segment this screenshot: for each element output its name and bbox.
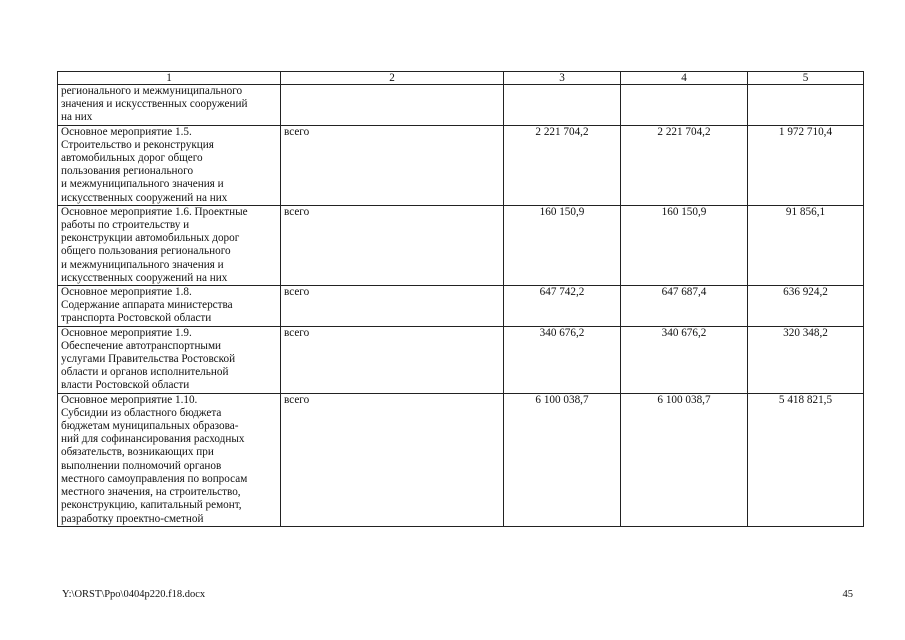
value-col3-cell: 160 150,9 [504, 205, 621, 285]
value-col4-cell: 6 100 038,7 [621, 393, 748, 526]
activity-name-cell [58, 393, 281, 526]
activity-name-line: регионального и межмуниципального [61, 85, 243, 97]
value-col4-cell: 340 676,2 [621, 326, 748, 393]
table-header-row [58, 72, 864, 85]
activity-name-line: власти Ростовской области [61, 379, 190, 392]
activity-name-line: Содержание аппарата министерства [61, 299, 233, 312]
funding-source-cell [281, 85, 504, 126]
activity-name-cell [58, 286, 281, 327]
table-row [58, 125, 864, 205]
activity-name-line: услугами Правительства Ростовской [61, 353, 236, 366]
table-row [58, 393, 864, 526]
activity-name-line: Основное мероприятие 1.6. Проектные [61, 205, 248, 218]
table-row [58, 286, 864, 327]
column-header-5: 5 [748, 72, 864, 85]
activity-name-line: и межмуниципального значения и [61, 178, 224, 191]
column-header-4: 4 [621, 72, 748, 85]
activity-name-line: области и органов исполнительной [61, 366, 229, 379]
activity-name-cell [58, 125, 281, 205]
activity-name-line: значения и искусственных сооружений [61, 98, 248, 111]
activity-name-line: на них [61, 111, 93, 124]
value-col4-cell: 2 221 704,2 [621, 125, 748, 205]
activity-name-line: Основное мероприятие 1.8. [61, 286, 192, 299]
table-row [58, 205, 864, 285]
column-header-2: 2 [281, 72, 504, 85]
activity-name-line: обязательств, возникающих при [61, 446, 214, 459]
funding-source-cell: всего [281, 205, 504, 285]
activity-name-cell [58, 326, 281, 393]
activity-name-cell [58, 205, 281, 285]
funding-source-cell: всего [281, 393, 504, 526]
funding-source-cell: всего [281, 326, 504, 393]
budget-table [57, 71, 864, 527]
activity-name-line: общего пользования регионального [61, 245, 231, 258]
activity-name-line: Основное мероприятие 1.5. [61, 125, 192, 138]
activity-name-line: выполнении полномочий органов [61, 459, 222, 472]
funding-source-cell: всего [281, 125, 504, 205]
activity-name-line: работы по строительству и [61, 219, 190, 232]
activity-name-line: искусственных сооружений на них [61, 271, 228, 284]
activity-name-line: пользования регионального [61, 165, 194, 178]
value-col4-cell: 647 687,4 [621, 286, 748, 327]
activity-name-line: Строительство и реконструкция [61, 138, 214, 151]
funding-source-cell: всего [281, 286, 504, 327]
activity-name-line: искусственных сооружений на них [61, 191, 228, 204]
page-number: 45 [842, 589, 853, 600]
activity-name-line: автомобильных дорог общего [61, 152, 203, 165]
activity-name-line: реконструкции автомобильных дорог [61, 232, 240, 245]
table-row [58, 326, 864, 393]
value-col5-cell: 320 348,2 [748, 326, 864, 393]
value-col5-cell: 5 418 821,5 [748, 393, 864, 526]
activity-name-line: Основное мероприятие 1.9. [61, 326, 192, 339]
activity-name-line: транспорта Ростовской области [61, 312, 212, 325]
activity-name-line: Основное мероприятие 1.10. [61, 393, 198, 406]
activity-name-line: разработку проектно-сметной [61, 512, 204, 525]
table-row [58, 85, 864, 126]
file-path: Y:\ORST\Ppo\0404p220.f18.docx [62, 589, 206, 600]
value-col5-cell: 1 972 710,4 [748, 125, 864, 205]
value-col5-cell [748, 85, 864, 126]
value-col3-cell: 647 742,2 [504, 286, 621, 327]
activity-name-line: Субсидии из областного бюджета [61, 406, 222, 419]
activity-name-cell [58, 85, 281, 126]
value-col5-cell: 91 856,1 [748, 205, 864, 285]
value-col3-cell: 340 676,2 [504, 326, 621, 393]
activity-name-line: местного значения, на строительство, [61, 486, 241, 499]
activity-name-line: бюджетам муниципальных образова- [61, 420, 239, 433]
activity-name-line: и межмуниципального значения и [61, 258, 224, 271]
activity-name-line: реконструкцию, капитальный ремонт, [61, 499, 242, 512]
value-col4-cell [621, 85, 748, 126]
value-col3-cell [504, 85, 621, 126]
column-header-3: 3 [504, 72, 621, 85]
activity-name-line: Обеспечение автотранспортными [61, 339, 222, 352]
value-col3-cell: 2 221 704,2 [504, 125, 621, 205]
column-header-1: 1 [58, 72, 281, 85]
value-col3-cell: 6 100 038,7 [504, 393, 621, 526]
value-col5-cell: 636 924,2 [748, 286, 864, 327]
activity-name-line: ний для софинансирования расходных [61, 433, 245, 446]
activity-name-line: местного самоуправления по вопросам [61, 472, 248, 485]
value-col4-cell: 160 150,9 [621, 205, 748, 285]
